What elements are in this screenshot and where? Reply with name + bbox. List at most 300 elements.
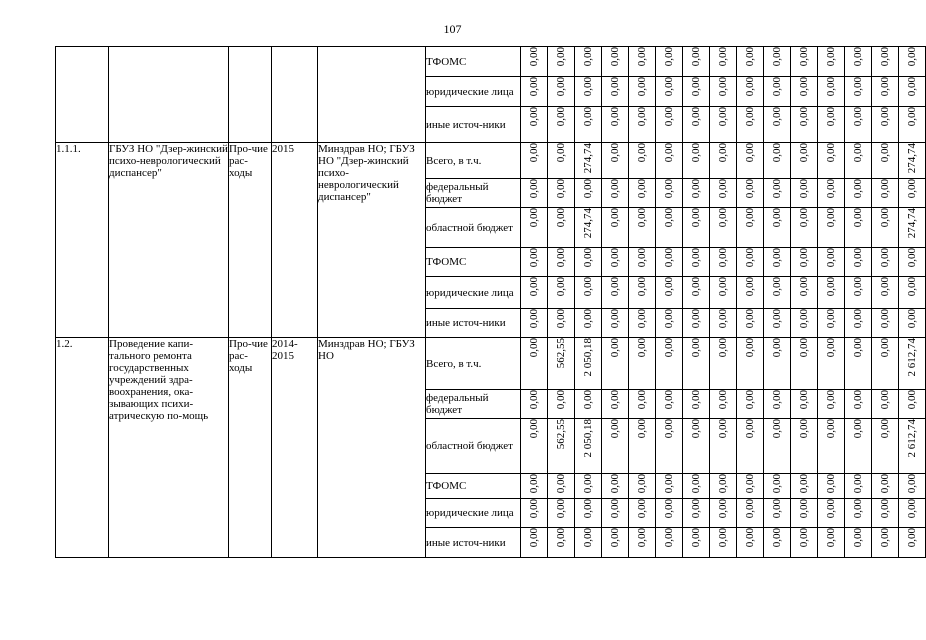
amount-value: 0,00 — [743, 47, 756, 67]
amount-value: 0,00 — [608, 528, 621, 548]
amount-cell — [872, 474, 899, 499]
amount-cell — [656, 277, 683, 309]
amount-cell — [737, 390, 764, 419]
amount-value: 0,00 — [635, 390, 648, 410]
amount-value: 0,00 — [905, 179, 918, 199]
amount-cell — [548, 309, 575, 338]
amount-cell — [845, 309, 872, 338]
amount-value: 0,00 — [797, 47, 810, 67]
amount-value: 0,00 — [797, 309, 810, 329]
amount-cell — [899, 77, 926, 107]
amount-cell — [683, 143, 710, 179]
amount-cell — [521, 179, 548, 208]
amount-cell — [683, 77, 710, 107]
amount-cell — [710, 474, 737, 499]
amount-cell — [818, 208, 845, 248]
source-label: юридические лица — [426, 77, 521, 107]
amount-cell — [872, 528, 899, 558]
amount-cell — [872, 143, 899, 179]
amount-value: 0,00 — [662, 277, 675, 297]
amount-cell — [818, 47, 845, 77]
source-label: Всего, в т.ч. — [426, 143, 521, 179]
expense-type: Про-чие рас-ходы — [229, 338, 272, 558]
amount-value: 0,00 — [743, 338, 756, 358]
source-label: иные источ-ники — [426, 107, 521, 143]
amount-value: 0,00 — [527, 47, 540, 67]
amount-value: 0,00 — [743, 309, 756, 329]
amount-value: 0,00 — [527, 474, 540, 494]
item-number: 1.2. — [56, 338, 109, 558]
amount-cell — [683, 277, 710, 309]
amount-value: 0,00 — [662, 390, 675, 410]
amount-cell — [602, 248, 629, 277]
amount-cell — [764, 528, 791, 558]
amount-value: 562,55 — [554, 419, 567, 450]
amount-value: 0,00 — [689, 419, 702, 439]
amount-value: 0,00 — [905, 107, 918, 127]
amount-value: 0,00 — [851, 474, 864, 494]
amount-cell — [818, 77, 845, 107]
amount-value: 0,00 — [635, 309, 648, 329]
amount-value: 0,00 — [662, 474, 675, 494]
source-label: областной бюджет — [426, 419, 521, 474]
amount-cell — [629, 390, 656, 419]
amount-cell — [629, 277, 656, 309]
amount-value: 0,00 — [770, 47, 783, 67]
amount-value: 0,00 — [824, 47, 837, 67]
source-label: ТФОМС — [426, 248, 521, 277]
amount-cell — [683, 208, 710, 248]
amount-cell — [575, 419, 602, 474]
amount-value: 0,00 — [851, 77, 864, 97]
amount-value: 0,00 — [797, 474, 810, 494]
amount-cell — [656, 474, 683, 499]
amount-value: 0,00 — [716, 77, 729, 97]
amount-cell — [656, 338, 683, 390]
amount-cell — [899, 179, 926, 208]
amount-value: 0,00 — [608, 47, 621, 67]
amount-cell — [737, 107, 764, 143]
amount-cell — [791, 248, 818, 277]
amount-value: 0,00 — [770, 499, 783, 519]
amount-cell — [791, 77, 818, 107]
amount-value: 2 612,74 — [905, 338, 918, 377]
amount-value: 0,00 — [635, 277, 648, 297]
amount-cell — [845, 47, 872, 77]
amount-cell — [872, 179, 899, 208]
amount-value: 0,00 — [635, 208, 648, 228]
amount-value: 0,00 — [905, 77, 918, 97]
amount-value: 0,00 — [527, 248, 540, 268]
amount-cell — [791, 143, 818, 179]
source-label: федеральный бюджет — [426, 179, 521, 208]
amount-cell — [521, 277, 548, 309]
amount-value: 0,00 — [662, 499, 675, 519]
amount-cell — [656, 390, 683, 419]
amount-cell — [791, 47, 818, 77]
amount-cell — [656, 208, 683, 248]
amount-cell — [764, 77, 791, 107]
empty-years-cell — [272, 47, 318, 143]
amount-value: 0,00 — [527, 107, 540, 127]
amount-cell — [521, 248, 548, 277]
amount-value: 0,00 — [770, 248, 783, 268]
amount-value: 0,00 — [527, 143, 540, 163]
amount-value: 0,00 — [716, 277, 729, 297]
item-name: Проведение капи-тального ремонта государственных учреждений здра-воохранения, ока-зывающих психи-атрическую по-мощь — [109, 338, 229, 558]
amount-value: 0,00 — [554, 499, 567, 519]
amount-cell — [899, 528, 926, 558]
amount-cell — [683, 390, 710, 419]
amount-cell — [899, 47, 926, 77]
amount-cell — [602, 338, 629, 390]
amount-value: 0,00 — [554, 390, 567, 410]
amount-value: 0,00 — [554, 77, 567, 97]
amount-value: 0,00 — [743, 248, 756, 268]
amount-cell — [602, 277, 629, 309]
amount-value: 0,00 — [824, 499, 837, 519]
amount-cell — [872, 309, 899, 338]
amount-value: 0,00 — [743, 143, 756, 163]
amount-value: 0,00 — [797, 277, 810, 297]
amount-cell — [872, 107, 899, 143]
amount-cell — [710, 528, 737, 558]
amount-cell — [602, 47, 629, 77]
amount-value: 0,00 — [689, 277, 702, 297]
amount-value: 0,00 — [608, 179, 621, 199]
amount-value: 2 612,74 — [905, 419, 918, 458]
amount-value: 0,00 — [608, 107, 621, 127]
amount-cell — [845, 499, 872, 528]
amount-cell — [845, 474, 872, 499]
amount-cell — [791, 179, 818, 208]
amount-value: 0,00 — [743, 474, 756, 494]
amount-cell — [629, 47, 656, 77]
amount-cell — [764, 47, 791, 77]
amount-value: 0,00 — [527, 77, 540, 97]
amount-value: 274,74 — [905, 208, 918, 239]
amount-value: 0,00 — [608, 309, 621, 329]
amount-cell — [629, 179, 656, 208]
amount-cell — [602, 419, 629, 474]
amount-value: 0,00 — [554, 248, 567, 268]
amount-cell — [575, 179, 602, 208]
amount-cell — [683, 179, 710, 208]
amount-cell — [737, 179, 764, 208]
amount-cell — [845, 77, 872, 107]
amount-value: 0,00 — [635, 338, 648, 358]
amount-value: 0,00 — [905, 474, 918, 494]
amount-value: 0,00 — [527, 528, 540, 548]
amount-cell — [818, 474, 845, 499]
amount-value: 0,00 — [770, 277, 783, 297]
amount-value: 0,00 — [635, 47, 648, 67]
amount-value: 0,00 — [689, 499, 702, 519]
amount-cell — [656, 179, 683, 208]
amount-value: 0,00 — [770, 528, 783, 548]
amount-value: 0,00 — [878, 179, 891, 199]
amount-cell — [818, 309, 845, 338]
amount-value: 0,00 — [797, 248, 810, 268]
amount-cell — [845, 208, 872, 248]
amount-cell — [845, 528, 872, 558]
amount-cell — [899, 208, 926, 248]
amount-cell — [575, 77, 602, 107]
amount-cell — [548, 499, 575, 528]
amount-value: 0,00 — [635, 499, 648, 519]
amount-value: 0,00 — [581, 277, 594, 297]
amount-cell — [710, 309, 737, 338]
amount-cell — [737, 208, 764, 248]
amount-value: 0,00 — [824, 390, 837, 410]
amount-value: 0,00 — [554, 277, 567, 297]
amount-value: 0,00 — [851, 338, 864, 358]
amount-cell — [548, 248, 575, 277]
amount-cell — [845, 248, 872, 277]
amount-value: 0,00 — [770, 143, 783, 163]
empty-expense-type-cell — [229, 47, 272, 143]
amount-value: 0,00 — [770, 338, 783, 358]
amount-value: 0,00 — [797, 499, 810, 519]
amount-value: 0,00 — [824, 248, 837, 268]
amount-cell — [818, 338, 845, 390]
amount-value: 0,00 — [770, 107, 783, 127]
amount-value: 0,00 — [905, 309, 918, 329]
amount-cell — [521, 474, 548, 499]
amount-value: 0,00 — [581, 248, 594, 268]
amount-value: 0,00 — [743, 208, 756, 228]
expense-type: Про-чие рас-ходы — [229, 143, 272, 338]
amount-value: 0,00 — [878, 107, 891, 127]
amount-value: 0,00 — [878, 77, 891, 97]
amount-value: 0,00 — [689, 309, 702, 329]
amount-value: 0,00 — [851, 390, 864, 410]
source-label: ТФОМС — [426, 474, 521, 499]
amount-cell — [629, 77, 656, 107]
amount-cell — [872, 248, 899, 277]
amount-cell — [710, 277, 737, 309]
amount-cell — [548, 107, 575, 143]
amount-value: 0,00 — [527, 390, 540, 410]
amount-cell — [575, 499, 602, 528]
amount-value: 0,00 — [824, 179, 837, 199]
amount-value: 0,00 — [851, 309, 864, 329]
amount-value: 0,00 — [662, 309, 675, 329]
amount-value: 0,00 — [716, 107, 729, 127]
amount-cell — [737, 528, 764, 558]
amount-cell — [548, 208, 575, 248]
amount-value: 0,00 — [608, 474, 621, 494]
amount-cell — [872, 499, 899, 528]
amount-value: 0,00 — [851, 208, 864, 228]
amount-cell — [899, 338, 926, 390]
amount-value: 0,00 — [851, 528, 864, 548]
amount-value: 0,00 — [689, 528, 702, 548]
amount-value: 0,00 — [905, 499, 918, 519]
amount-cell — [548, 528, 575, 558]
amount-cell — [764, 474, 791, 499]
executor: Минздрав НО; ГБУЗ НО "Дзер-жинский психо-неврологический диспансер" — [318, 143, 426, 338]
amount-value: 0,00 — [905, 47, 918, 67]
amount-value: 0,00 — [689, 179, 702, 199]
amount-value: 0,00 — [851, 248, 864, 268]
amount-value: 0,00 — [608, 208, 621, 228]
amount-value: 0,00 — [743, 419, 756, 439]
amount-value: 0,00 — [716, 179, 729, 199]
amount-value: 0,00 — [554, 107, 567, 127]
amount-cell — [521, 47, 548, 77]
amount-value: 0,00 — [878, 390, 891, 410]
amount-cell — [521, 390, 548, 419]
amount-cell — [710, 77, 737, 107]
amount-cell — [521, 208, 548, 248]
amount-value: 0,00 — [878, 499, 891, 519]
amount-value: 0,00 — [662, 47, 675, 67]
amount-cell — [818, 179, 845, 208]
amount-value: 0,00 — [824, 208, 837, 228]
amount-cell — [737, 309, 764, 338]
amount-value: 0,00 — [851, 277, 864, 297]
amount-value: 0,00 — [716, 248, 729, 268]
amount-value: 0,00 — [770, 179, 783, 199]
amount-cell — [872, 208, 899, 248]
amount-cell — [521, 419, 548, 474]
amount-cell — [602, 309, 629, 338]
amount-value: 0,00 — [716, 390, 729, 410]
amount-value: 0,00 — [824, 143, 837, 163]
amount-cell — [791, 338, 818, 390]
amount-cell — [629, 208, 656, 248]
amount-cell — [548, 277, 575, 309]
empty-number-cell — [56, 47, 109, 143]
amount-cell — [737, 338, 764, 390]
amount-value: 0,00 — [662, 528, 675, 548]
amount-cell — [602, 208, 629, 248]
amount-value: 0,00 — [716, 338, 729, 358]
amount-cell — [791, 528, 818, 558]
amount-value: 0,00 — [527, 208, 540, 228]
amount-cell — [629, 107, 656, 143]
empty-name-cell — [109, 47, 229, 143]
amount-value: 0,00 — [635, 248, 648, 268]
amount-value: 0,00 — [824, 277, 837, 297]
amount-cell — [575, 248, 602, 277]
amount-value: 0,00 — [797, 208, 810, 228]
amount-cell — [575, 47, 602, 77]
amount-cell — [521, 309, 548, 338]
amount-cell — [521, 499, 548, 528]
amount-cell — [845, 419, 872, 474]
amount-value: 0,00 — [554, 179, 567, 199]
amount-value: 0,00 — [797, 143, 810, 163]
amount-value: 0,00 — [824, 77, 837, 97]
amount-value: 0,00 — [581, 474, 594, 494]
amount-cell — [791, 474, 818, 499]
amount-value: 0,00 — [554, 528, 567, 548]
amount-value: 0,00 — [716, 47, 729, 67]
amount-cell — [764, 143, 791, 179]
amount-cell — [656, 77, 683, 107]
amount-value: 562,55 — [554, 338, 567, 369]
amount-cell — [548, 179, 575, 208]
amount-cell — [818, 419, 845, 474]
amount-cell — [575, 474, 602, 499]
amount-value: 0,00 — [662, 77, 675, 97]
amount-cell — [899, 248, 926, 277]
amount-value: 0,00 — [635, 419, 648, 439]
amount-value: 0,00 — [797, 179, 810, 199]
amount-value: 0,00 — [608, 277, 621, 297]
amount-value: 0,00 — [878, 277, 891, 297]
amount-cell — [629, 309, 656, 338]
amount-value: 0,00 — [554, 309, 567, 329]
item-number: 1.1.1. — [56, 143, 109, 338]
amount-cell — [656, 528, 683, 558]
amount-cell — [818, 248, 845, 277]
amount-value: 0,00 — [851, 107, 864, 127]
amount-value: 0,00 — [851, 419, 864, 439]
amount-value: 0,00 — [743, 528, 756, 548]
amount-cell — [575, 309, 602, 338]
amount-value: 0,00 — [851, 179, 864, 199]
amount-value: 0,00 — [581, 390, 594, 410]
amount-value: 0,00 — [851, 47, 864, 67]
amount-cell — [764, 277, 791, 309]
amount-value: 0,00 — [635, 179, 648, 199]
amount-value: 0,00 — [770, 309, 783, 329]
amount-cell — [602, 528, 629, 558]
amount-cell — [737, 419, 764, 474]
amount-value: 0,00 — [662, 419, 675, 439]
amount-value: 0,00 — [878, 474, 891, 494]
amount-cell — [737, 47, 764, 77]
table-row — [56, 338, 926, 390]
amount-cell — [764, 107, 791, 143]
amount-value: 0,00 — [527, 338, 540, 358]
amount-value: 0,00 — [797, 338, 810, 358]
amount-cell — [845, 143, 872, 179]
amount-value: 0,00 — [770, 208, 783, 228]
amount-value: 0,00 — [770, 390, 783, 410]
amount-cell — [845, 277, 872, 309]
amount-cell — [764, 208, 791, 248]
amount-value: 0,00 — [905, 390, 918, 410]
amount-value: 0,00 — [581, 47, 594, 67]
amount-value: 0,00 — [716, 474, 729, 494]
amount-value: 0,00 — [608, 499, 621, 519]
amount-cell — [521, 143, 548, 179]
amount-value: 0,00 — [581, 499, 594, 519]
amount-value: 0,00 — [689, 143, 702, 163]
amount-cell — [899, 499, 926, 528]
amount-cell — [710, 419, 737, 474]
amount-value: 0,00 — [608, 390, 621, 410]
amount-cell — [656, 419, 683, 474]
amount-value: 0,00 — [581, 107, 594, 127]
amount-value: 0,00 — [878, 309, 891, 329]
amount-value: 0,00 — [527, 419, 540, 439]
implementation-years: 2014-2015 — [272, 338, 318, 558]
amount-value: 0,00 — [662, 248, 675, 268]
empty-executor-cell — [318, 47, 426, 143]
page-number: 107 — [443, 22, 462, 36]
amount-value: 0,00 — [635, 143, 648, 163]
amount-cell — [629, 248, 656, 277]
amount-cell — [548, 77, 575, 107]
amount-value: 0,00 — [635, 107, 648, 127]
amount-value: 0,00 — [689, 77, 702, 97]
amount-cell — [764, 499, 791, 528]
